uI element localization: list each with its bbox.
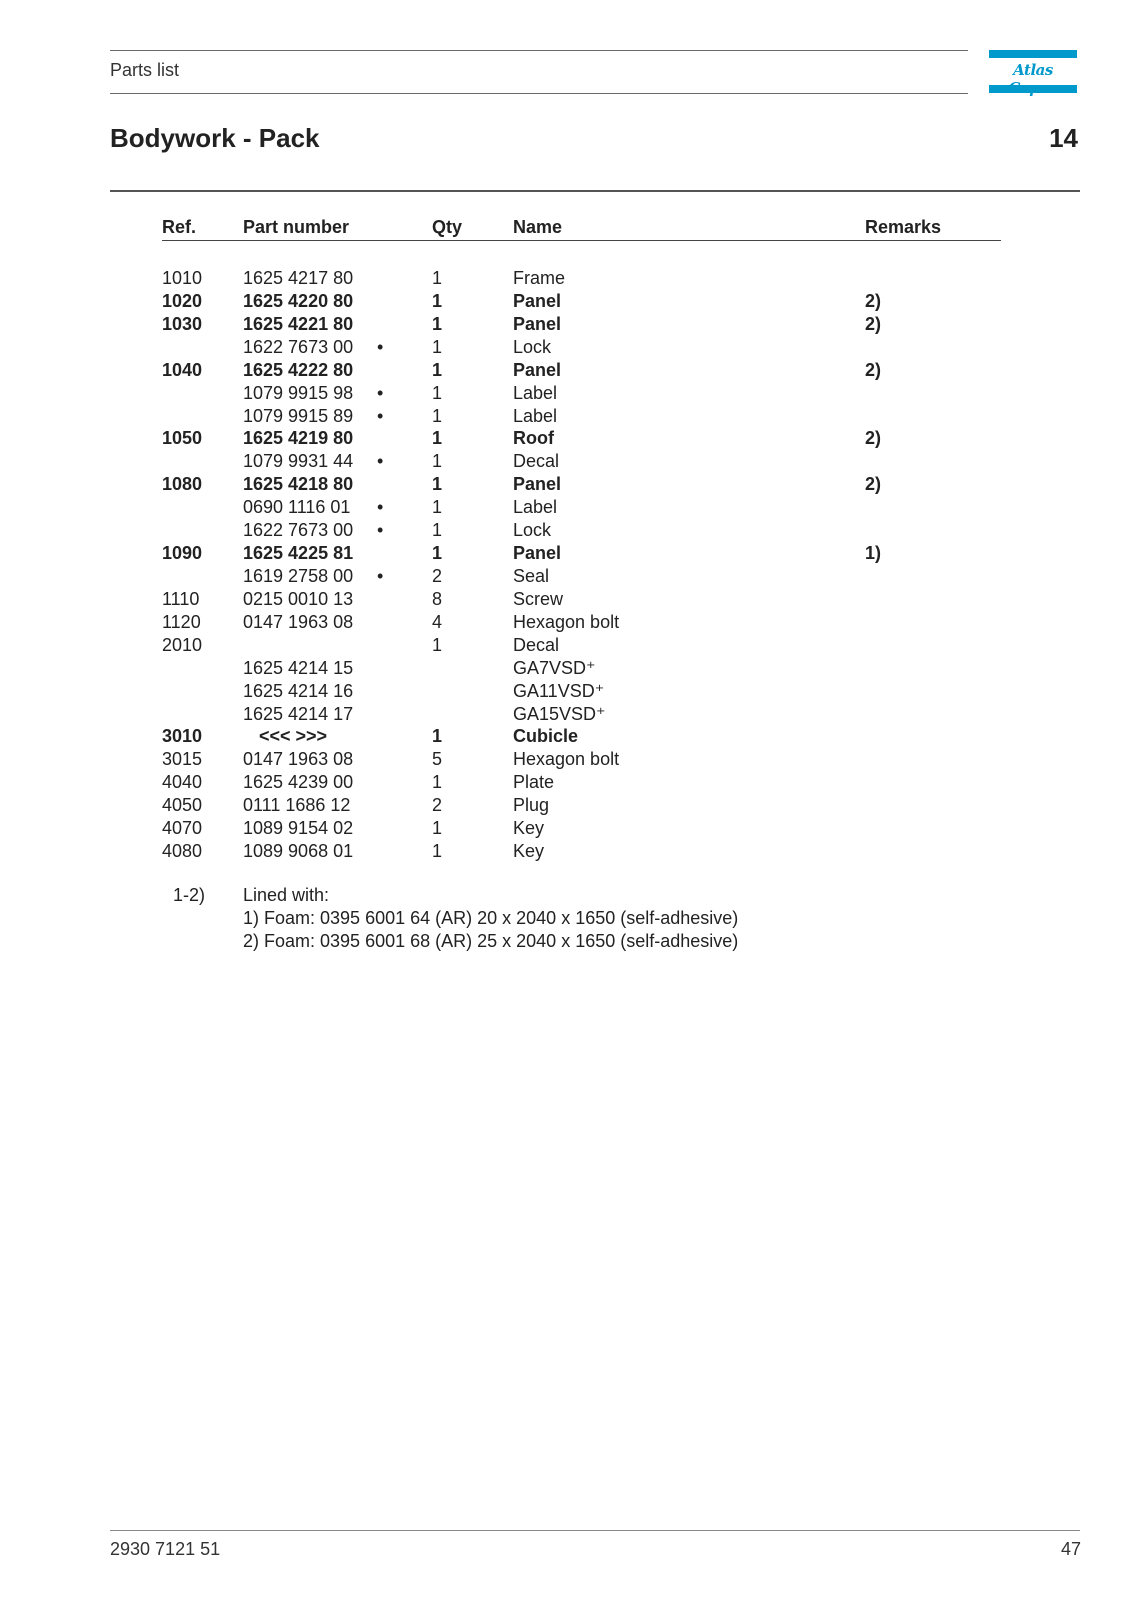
qty-cell: 1 <box>432 818 443 839</box>
name-cell: Panel <box>513 359 562 380</box>
remarks-cell: 2) <box>865 290 882 311</box>
name-cell: Plug <box>513 795 550 816</box>
ref-cell: 1080 <box>162 474 203 495</box>
name-cell: Hexagon bolt <box>513 749 620 770</box>
name-cell: GA15VSD⁺ <box>513 703 606 724</box>
name-cell: Panel <box>513 543 562 563</box>
name-cell: Lock <box>513 520 552 541</box>
part-number-cell: 1625 4219 80 <box>243 428 354 449</box>
name-cell: Frame <box>513 268 566 288</box>
qty-cell: 1 <box>432 268 443 288</box>
table-row <box>0 497 1131 520</box>
table-row <box>0 520 1131 543</box>
part-number-cell: 1625 4220 80 <box>243 290 354 311</box>
footnote-line-3: 2) Foam: 0395 6001 68 (AR) 25 x 2040 x 1650 (self-adhesive) <box>243 931 739 951</box>
remarks-cell: 2) <box>865 359 882 380</box>
part-number-cell: 1625 4222 80 <box>243 359 354 380</box>
part-number-cell: 1079 9915 89 <box>243 405 354 426</box>
service-kit-bullet: • <box>377 451 384 472</box>
name-cell: Panel <box>513 290 562 311</box>
ref-cell: 2010 <box>162 634 203 655</box>
qty-cell: 2 <box>432 795 443 816</box>
service-kit-bullet: • <box>377 520 384 541</box>
qty-cell: 1 <box>432 497 443 518</box>
part-number-cell: 1089 9068 01 <box>243 841 354 861</box>
qty-cell: 2 <box>432 566 443 586</box>
atlas-copco-logo <box>989 50 1077 93</box>
qty-cell: 1 <box>432 359 443 380</box>
name-cell: Key <box>513 818 545 839</box>
part-number-cell: <<< >>> <box>259 726 328 747</box>
logo-bar-top <box>989 50 1077 58</box>
part-number-cell: 1625 4214 17 <box>243 703 354 724</box>
table-row <box>0 474 1131 497</box>
part-number-cell: 0111 1686 12 <box>243 795 351 816</box>
part-number-cell: 0690 1116 01 <box>243 497 351 518</box>
footnote-line-2: 1) Foam: 0395 6001 64 (AR) 20 x 2040 x 1650 (self-adhesive) <box>243 908 739 928</box>
ref-cell: 1010 <box>162 268 203 288</box>
table-row <box>0 291 1131 314</box>
name-cell: Decal <box>513 451 560 472</box>
footnote-label: 1-2) <box>173 885 206 905</box>
qty-cell: 1 <box>432 520 443 541</box>
ref-cell: 4040 <box>162 772 203 793</box>
table-row <box>0 818 1131 841</box>
part-number-cell: 1625 4214 16 <box>243 680 354 701</box>
name-cell: Label <box>513 497 558 518</box>
ref-cell: 1020 <box>162 290 203 311</box>
table-row <box>0 360 1131 383</box>
table-row <box>0 451 1131 474</box>
ref-cell: 1120 <box>162 611 201 632</box>
table-row <box>0 841 1131 864</box>
logo-text: Atlas <box>1013 61 1053 79</box>
table-row <box>0 314 1131 337</box>
table-row <box>0 704 1131 727</box>
part-number-cell: 1625 4214 15 <box>243 657 354 678</box>
name-cell: Seal <box>513 566 550 586</box>
part-number-cell: 1619 2758 00 <box>243 566 354 586</box>
ref-cell: 4050 <box>162 795 203 816</box>
name-cell: Label <box>513 405 558 426</box>
table-row <box>0 612 1131 635</box>
section-rule <box>110 190 1080 192</box>
name-cell: Label <box>513 382 558 403</box>
qty-cell: 8 <box>432 588 443 609</box>
column-header-remarks: Remarks <box>865 217 942 237</box>
remarks-cell: 2) <box>865 313 882 334</box>
ref-cell: 1050 <box>162 428 203 449</box>
name-cell: Roof <box>513 428 554 449</box>
table-row <box>0 726 1131 749</box>
ref-cell: 1110 <box>162 588 200 609</box>
qty-cell: 1 <box>432 382 443 403</box>
service-kit-bullet: • <box>377 382 384 403</box>
qty-cell: 1 <box>432 428 443 449</box>
qty-cell: 1 <box>432 336 443 357</box>
part-number-cell: 1625 4225 81 <box>243 543 354 563</box>
column-header-rule <box>162 240 1001 241</box>
service-kit-bullet: • <box>377 497 384 518</box>
ref-cell: 4080 <box>162 841 203 861</box>
ref-cell: 3015 <box>162 749 203 770</box>
part-number-cell: 1622 7673 00 <box>243 336 354 357</box>
ref-cell: 3010 <box>162 726 203 747</box>
header-title: Parts list <box>110 60 180 80</box>
name-cell: Plate <box>513 772 555 793</box>
page-number: 47 <box>1060 1539 1081 1559</box>
service-kit-bullet: • <box>377 405 384 426</box>
name-cell: GA11VSD⁺ <box>513 680 605 701</box>
footer-rule <box>110 1530 1080 1531</box>
service-kit-bullet: • <box>377 336 384 357</box>
name-cell: Lock <box>513 336 552 357</box>
qty-cell: 4 <box>432 611 443 632</box>
name-cell: Panel <box>513 474 562 495</box>
table-row <box>0 681 1131 704</box>
table-row <box>0 795 1131 818</box>
qty-cell: 1 <box>432 451 443 472</box>
name-cell: Cubicle <box>513 726 579 747</box>
qty-cell: 1 <box>432 772 443 793</box>
part-number-cell: 1079 9931 44 <box>243 451 354 472</box>
remarks-cell: 2) <box>865 474 882 495</box>
qty-cell: 1 <box>432 634 443 655</box>
table-row <box>0 337 1131 360</box>
qty-cell: 1 <box>432 290 443 311</box>
table-row <box>0 772 1131 795</box>
ref-cell: 1090 <box>162 543 203 563</box>
table-row <box>0 635 1131 658</box>
footnote-line-1: Lined with: <box>243 885 330 905</box>
ref-cell: 1040 <box>162 359 203 380</box>
part-number-cell: 0147 1963 08 <box>243 611 354 632</box>
name-cell: Panel <box>513 313 562 334</box>
name-cell: Screw <box>513 588 564 609</box>
header-rule-top <box>110 50 968 51</box>
service-kit-bullet: • <box>377 566 384 586</box>
qty-cell: 1 <box>432 726 443 747</box>
part-number-cell: 1625 4217 80 <box>243 268 354 288</box>
ref-cell: 1030 <box>162 313 203 334</box>
section-number: 14 <box>1049 123 1078 153</box>
header-rule-bottom <box>110 93 968 94</box>
qty-cell: 1 <box>432 474 443 495</box>
table-row <box>0 428 1131 451</box>
column-header-name: Name <box>513 217 563 237</box>
table-row <box>0 383 1131 406</box>
name-cell: Key <box>513 841 545 861</box>
table-row <box>0 589 1131 612</box>
table-row <box>0 543 1131 566</box>
remarks-cell: 1) <box>865 543 882 563</box>
logo-bar-bottom <box>989 85 1077 93</box>
qty-cell: 1 <box>432 313 443 334</box>
table-row <box>0 406 1131 429</box>
table-row <box>0 566 1131 589</box>
qty-cell: 1 <box>432 405 443 426</box>
part-number-cell: 0215 0010 13 <box>243 588 354 609</box>
part-number-cell: 1079 9915 98 <box>243 382 354 403</box>
ref-cell: 4070 <box>162 818 203 839</box>
part-number-cell: 1625 4218 80 <box>243 474 354 495</box>
qty-cell: 5 <box>432 749 443 770</box>
qty-cell: 1 <box>432 543 443 563</box>
column-header-part-number: Part number <box>243 217 350 237</box>
table-row <box>0 749 1131 772</box>
remarks-cell: 2) <box>865 428 882 449</box>
part-number-cell: 1089 9154 02 <box>243 818 354 839</box>
part-number-cell: 1622 7673 00 <box>243 520 354 541</box>
qty-cell: 1 <box>432 841 443 861</box>
table-row <box>0 658 1131 681</box>
part-number-cell: 1625 4239 00 <box>243 772 354 793</box>
section-title: Bodywork - Pack <box>110 123 320 153</box>
document-number: 2930 7121 51 <box>110 1539 221 1559</box>
part-number-cell: 1625 4221 80 <box>243 313 354 334</box>
column-header-ref: Ref. <box>162 217 197 237</box>
name-cell: GA7VSD⁺ <box>513 657 596 678</box>
table-row <box>0 268 1131 291</box>
column-header-qty: Qty <box>432 217 463 237</box>
name-cell: Hexagon bolt <box>513 611 620 632</box>
name-cell: Decal <box>513 634 560 655</box>
part-number-cell: 0147 1963 08 <box>243 749 354 770</box>
